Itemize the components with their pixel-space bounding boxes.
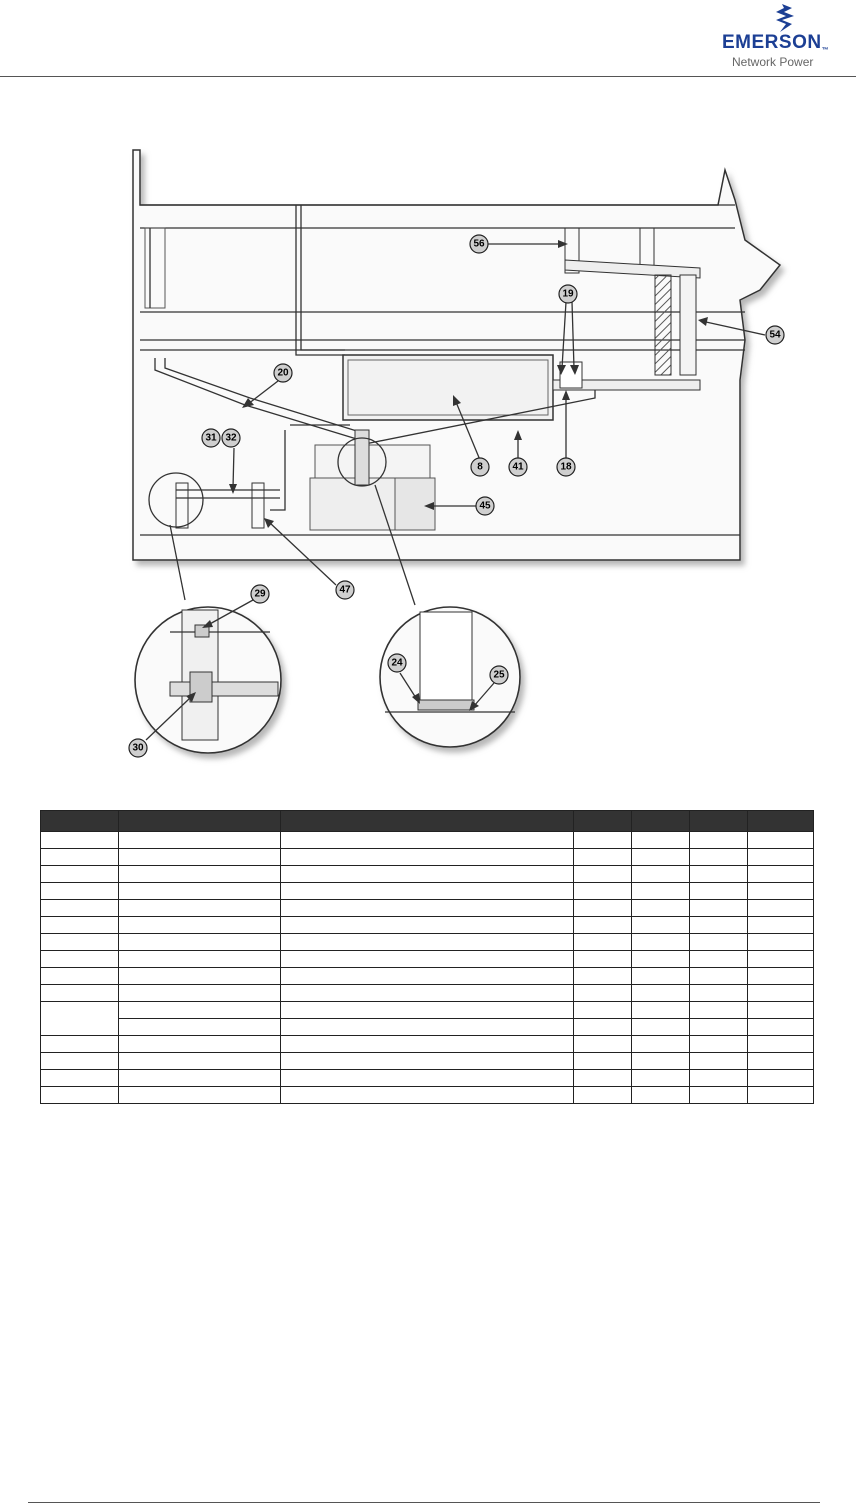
callout-41 [509, 458, 527, 476]
table-cell [632, 832, 690, 849]
table-cell [281, 1053, 574, 1070]
svg-text:45: 45 [479, 500, 491, 512]
table-cell [632, 1036, 690, 1053]
callout-25 [490, 666, 508, 684]
callout-8 [471, 458, 489, 476]
callout-18 [557, 458, 575, 476]
callout-30 [129, 739, 147, 757]
table-cell [632, 968, 690, 985]
table-cell [119, 1002, 281, 1019]
table-row [41, 951, 814, 968]
svg-text:20: 20 [277, 367, 289, 379]
table-cell [574, 917, 632, 934]
table-cell [119, 1053, 281, 1070]
table-row [41, 1053, 814, 1070]
table-cell [281, 934, 574, 951]
table-cell [119, 866, 281, 883]
column-header [574, 811, 632, 832]
emerson-logo [718, 2, 852, 72]
table-cell [574, 1019, 632, 1036]
callout-19 [559, 285, 577, 303]
callout-56 [470, 235, 488, 253]
table-row [41, 985, 814, 1002]
table-cell [690, 1070, 748, 1087]
table-cell [119, 832, 281, 849]
table-row [41, 917, 814, 934]
table-cell [690, 1036, 748, 1053]
table-cell [281, 832, 574, 849]
table-cell [574, 951, 632, 968]
table-row [41, 832, 814, 849]
column-header [41, 811, 119, 832]
table-cell [690, 849, 748, 866]
table-row [41, 900, 814, 917]
table-cell [41, 1002, 119, 1036]
table-cell [574, 1070, 632, 1087]
table-cell [281, 951, 574, 968]
table-cell [41, 849, 119, 866]
table-cell [281, 1002, 574, 1019]
table-cell [119, 985, 281, 1002]
table-cell [690, 968, 748, 985]
table-cell [632, 985, 690, 1002]
table-cell [748, 1036, 814, 1053]
table-cell [748, 832, 814, 849]
table-row [41, 883, 814, 900]
table-cell [632, 900, 690, 917]
table-cell [748, 1002, 814, 1019]
callout-54 [766, 326, 784, 344]
callout-47 [336, 581, 354, 599]
callout-24 [388, 654, 406, 672]
svg-text:32: 32 [225, 432, 237, 444]
table-cell [574, 934, 632, 951]
table-cell [632, 1070, 690, 1087]
table-cell [574, 832, 632, 849]
footer-divider [28, 1502, 820, 1503]
table-cell [574, 1036, 632, 1053]
table-cell [574, 985, 632, 1002]
svg-text:41: 41 [512, 461, 524, 473]
parts-table [40, 810, 814, 1104]
parts-diagram [0, 140, 856, 770]
table-cell [574, 849, 632, 866]
table-cell [41, 1070, 119, 1087]
table-cell [281, 968, 574, 985]
table-cell [748, 900, 814, 917]
table-row [41, 1019, 814, 1036]
table-cell [690, 934, 748, 951]
table-cell [119, 1070, 281, 1087]
table-cell [119, 934, 281, 951]
table-row [41, 1087, 814, 1104]
table-cell [281, 866, 574, 883]
table-cell [281, 900, 574, 917]
table-cell [281, 985, 574, 1002]
table-cell [690, 1087, 748, 1104]
table-cell [748, 1070, 814, 1087]
table-cell [748, 968, 814, 985]
svg-text:19: 19 [562, 288, 574, 300]
table-cell [281, 883, 574, 900]
callout-45 [476, 497, 494, 515]
svg-text:25: 25 [493, 669, 505, 681]
brand-name: EMERSON™ [722, 32, 830, 54]
column-header [119, 811, 281, 832]
table-cell [574, 1053, 632, 1070]
detail-view-valve [135, 607, 281, 753]
column-header [632, 811, 690, 832]
svg-text:47: 47 [339, 584, 351, 596]
table-cell [748, 849, 814, 866]
table-cell [690, 985, 748, 1002]
svg-text:18: 18 [560, 461, 572, 473]
table-cell [632, 1002, 690, 1019]
table-cell [41, 1087, 119, 1104]
table-cell [748, 883, 814, 900]
table-cell [119, 1036, 281, 1053]
header-divider [0, 76, 856, 77]
table-cell [41, 832, 119, 849]
table-cell [41, 866, 119, 883]
svg-text:31: 31 [205, 432, 217, 444]
table-cell [281, 1087, 574, 1104]
unit-cabinet [133, 150, 780, 560]
svg-text:8: 8 [477, 461, 483, 473]
table-cell [690, 1053, 748, 1070]
svg-text:30: 30 [132, 742, 144, 754]
table-cell [690, 866, 748, 883]
table-cell [41, 951, 119, 968]
table-cell [119, 883, 281, 900]
callout-29 [251, 585, 269, 603]
table-cell [632, 1019, 690, 1036]
table-cell [119, 849, 281, 866]
table-cell [574, 1087, 632, 1104]
table-cell [690, 883, 748, 900]
svg-text:56: 56 [473, 238, 485, 250]
table-cell [281, 849, 574, 866]
column-header [748, 811, 814, 832]
table-row [41, 849, 814, 866]
svg-text:24: 24 [391, 657, 403, 669]
table-cell [119, 900, 281, 917]
callout-32 [222, 429, 240, 447]
table-cell [748, 866, 814, 883]
table-cell [574, 968, 632, 985]
table-cell [119, 968, 281, 985]
table-row [41, 1036, 814, 1053]
table-cell [41, 968, 119, 985]
table-cell [690, 951, 748, 968]
table-cell [281, 1019, 574, 1036]
table-cell [41, 917, 119, 934]
table-cell [632, 951, 690, 968]
table-cell [748, 934, 814, 951]
table-cell [748, 1087, 814, 1104]
column-header [281, 811, 574, 832]
table-cell [748, 1053, 814, 1070]
table-cell [690, 1019, 748, 1036]
table-cell [748, 985, 814, 1002]
table-cell [119, 1087, 281, 1104]
svg-text:29: 29 [254, 588, 266, 600]
table-header-row [41, 811, 814, 832]
table-cell [690, 1002, 748, 1019]
table-cell [41, 934, 119, 951]
table-cell [574, 866, 632, 883]
table-cell [41, 1036, 119, 1053]
table-cell [41, 985, 119, 1002]
table-row [41, 1070, 814, 1087]
svg-text:54: 54 [769, 329, 781, 341]
table-cell [574, 883, 632, 900]
table-cell [281, 1036, 574, 1053]
table-cell [748, 951, 814, 968]
table-cell [632, 866, 690, 883]
table-cell [632, 849, 690, 866]
table-cell [119, 917, 281, 934]
table-cell [41, 1053, 119, 1070]
table-cell [632, 883, 690, 900]
table-cell [281, 1070, 574, 1087]
callout-20 [274, 364, 292, 382]
table-cell [119, 1019, 281, 1036]
table-cell [690, 900, 748, 917]
table-row [41, 934, 814, 951]
table-row [41, 1002, 814, 1019]
brand-subtitle: Network Power [732, 55, 814, 69]
table-cell [281, 917, 574, 934]
table-cell [690, 917, 748, 934]
table-cell [119, 951, 281, 968]
table-cell [632, 1053, 690, 1070]
table-cell [748, 917, 814, 934]
table-row [41, 968, 814, 985]
table-cell [41, 883, 119, 900]
table-cell [632, 934, 690, 951]
table-cell [41, 900, 119, 917]
table-cell [632, 1087, 690, 1104]
table-cell [574, 900, 632, 917]
table-cell [574, 1002, 632, 1019]
callout-31 [202, 429, 220, 447]
table-cell [632, 917, 690, 934]
table-cell [748, 1019, 814, 1036]
emerson-logo-icon [766, 2, 806, 34]
column-header [690, 811, 748, 832]
table-row [41, 866, 814, 883]
table-cell [690, 832, 748, 849]
